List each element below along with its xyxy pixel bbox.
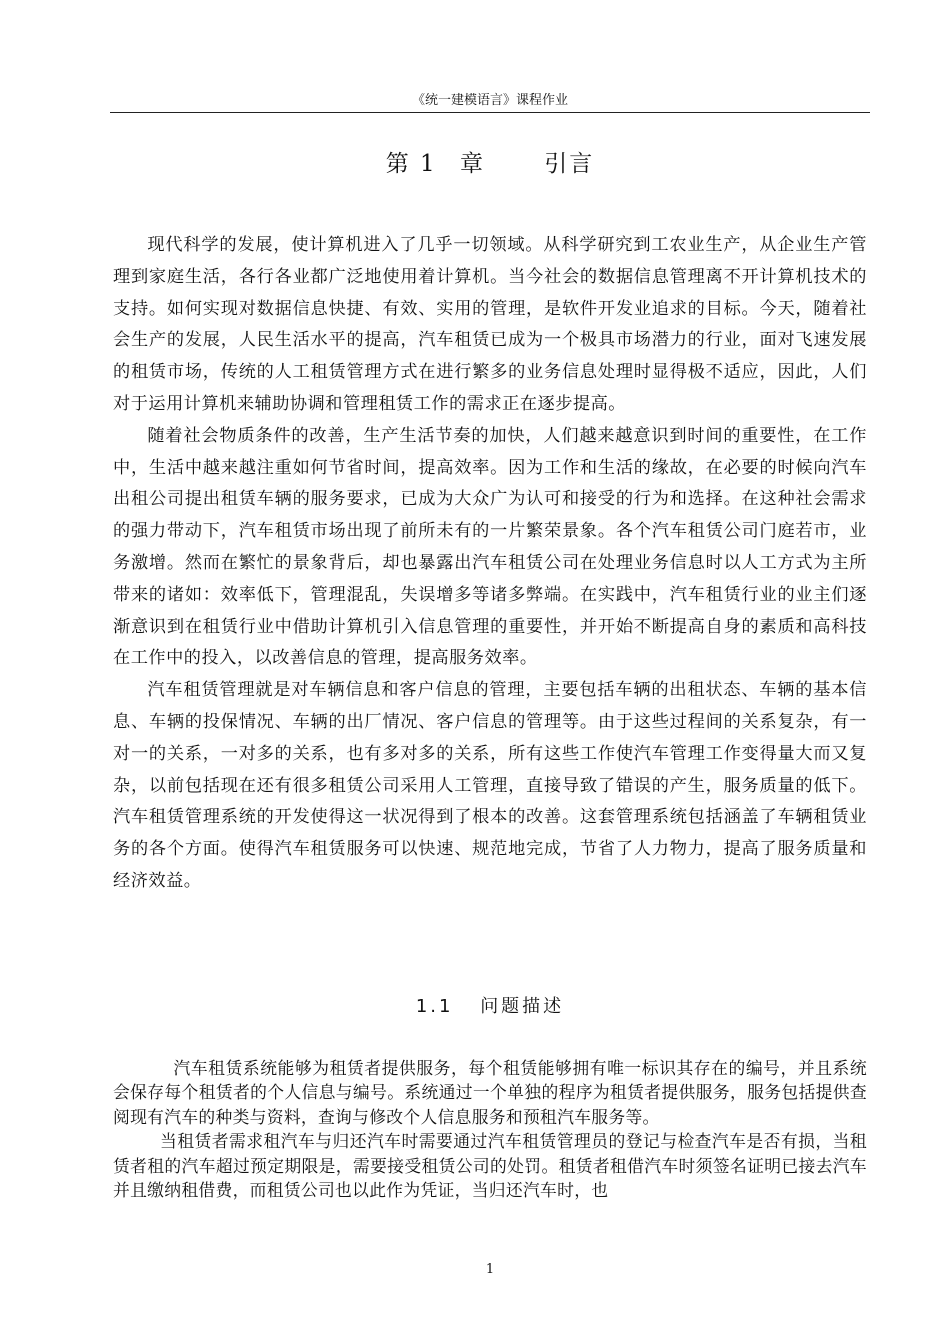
chapter-name: 引言: [544, 151, 595, 177]
section-number: 1.1: [415, 996, 454, 1017]
section-title: [110, 994, 870, 1020]
intro-paragraph-1: 现代科学的发展，使计算机进入了几乎一切领域。从科学研究到工农业生产，从企业生产管理到家庭生活，各行各业都广泛地使用着计算机。当今社会的数据信息管理离不开计算机技术的支持。如何实现对数据信息快捷、有效、实用的管理，是软件开发业追求的目标。今天，随着社会生产的发展，人民生活水平的提高，汽车租赁已成为一个极具市场潜力的行业，面对飞速发展的租赁市场，传统的人工租赁管理方式在进行繁多的业务信息处理时显得极不适应，因此，人们对于运用计算机来辅助协调和管理租赁工作的需求正在逐步提高。: [113, 235, 867, 414]
chapter-number: 1: [420, 151, 437, 177]
page-number: 1: [485, 1262, 495, 1277]
chapter-suffix: 章: [459, 151, 485, 177]
page-header: 《统一建模语言》课程作业: [411, 93, 568, 108]
section-paragraph-2: 当租赁者需求租汽车与归还汽车时需要通过汽车租赁管理员的登记与检查汽车是否有损，当租赁者租的汽车超过预定期限是，需要接受租赁公司的处罚。租赁者租借汽车时须签名证明已接去汽车并且缴纳租借费，而租赁公司也以此作为凭证，当归还汽车时，也: [113, 1131, 867, 1201]
section-body: [113, 1056, 867, 1202]
header-rule: [110, 112, 870, 113]
intro-body: [113, 230, 867, 898]
chapter-title: [110, 148, 870, 180]
chapter-prefix: 第: [385, 151, 411, 177]
section-name: 问题描述: [480, 996, 565, 1017]
section-paragraph-1: 汽车租赁系统能够为租赁者提供服务，每个租赁能够拥有唯一标识其存在的编号，并且系统会保存每个租赁者的个人信息与编号。系统通过一个单独的程序为租赁者提供服务，服务包括提供查阅现有汽车的种类与资料，查询与修改个人信息服务和预租汽车服务等。: [113, 1058, 867, 1127]
intro-paragraph-3: 汽车租赁管理就是对车辆信息和客户信息的管理，主要包括车辆的出租状态、车辆的基本信息、车辆的投保情况、车辆的出厂情况、客户信息的管理等。由于这些过程间的关系复杂，有一对一的关系，一对多的关系，也有多对多的关系，所有这些工作使汽车管理工作变得量大而又复杂，以前包括现在还有很多租赁公司采用人工管理，直接导致了错误的产生，服务质量的低下。汽车租赁管理系统的开发使得这一状况得到了根本的改善。这套管理系统包括涵盖了车辆租赁业务的各个方面。使得汽车租赁服务可以快速、规范地完成，节省了人力物力，提高了服务质量和经济效益。: [113, 680, 867, 891]
intro-paragraph-2: 随着社会物质条件的改善，生产生活节奏的加快，人们越来越意识到时间的重要性，在工作中，生活中越来越注重如何节省时间，提高效率。因为工作和生活的缘故，在必要的时候向汽车出租公司提出租赁车辆的服务要求，已成为大众广为认可和接受的行为和选择。在这种社会需求的强力带动下，汽车租赁市场出现了前所未有的一片繁荣景象。各个汽车租赁公司门庭若市，业务激增。然而在繁忙的景象背后，却也暴露出汽车租赁公司在处理业务信息时以人工方式为主所带来的诸如：效率低下，管理混乱，失误增多等诸多弊端。在实践中，汽车租赁行业的业主们逐渐意识到在租赁行业中借助计算机引入信息管理的重要性，并开始不断提高自身的素质和高科技在工作中的投入，以改善信息的管理，提高服务效率。: [113, 425, 867, 669]
